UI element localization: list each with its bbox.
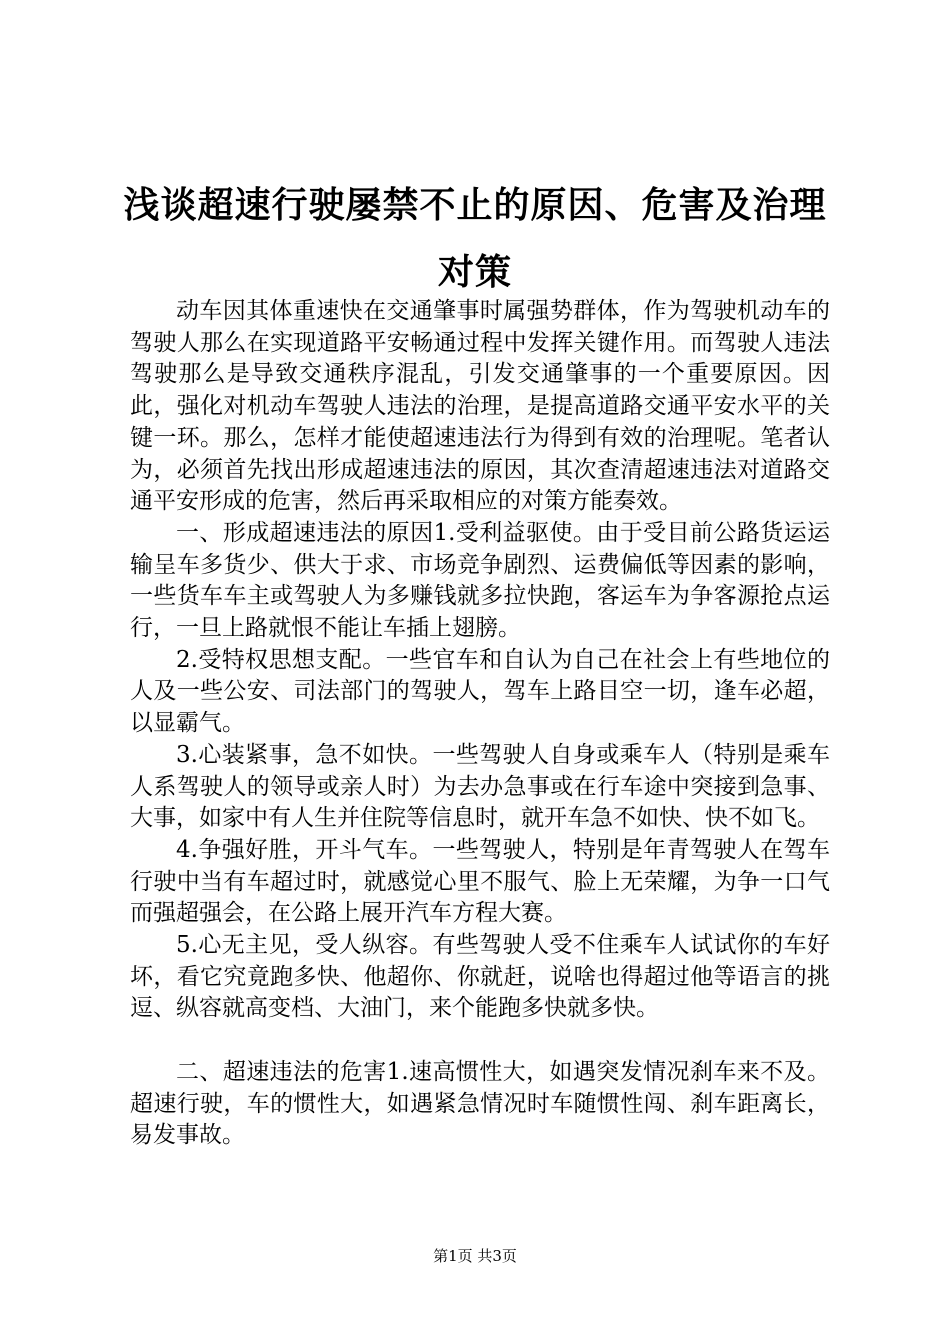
- paragraph-reason-5: 5.心无主见，受人纵容。有些驾驶人受不住乘车人试试你的车好坏，看它究竟跑多快、他超你、你就赶，说啥也得超过他等语言的挑逗、纵容就高变档、大油门，来个能跑多快就多快。: [130, 932, 830, 1022]
- document-body: [130, 296, 830, 1152]
- page-footer: 第1页 共3页: [433, 1247, 517, 1265]
- paragraph-section-2-harm-1: 二、超速违法的危害1.速高惯性大，如遇突发情况刹车来不及。超速行驶，车的惯性大，如遇紧急情况时车随惯性闯、刹车距离长，易发事故。: [130, 1058, 830, 1149]
- paragraph-spacer: [130, 1025, 830, 1057]
- paragraph-reason-2: 2.受特权思想支配。一些官车和自认为自己在社会上有些地位的人及一些公安、司法部门的驾驶人，驾车上路目空一切，逢车必超，以显霸气。: [130, 646, 830, 737]
- paragraph-section-1-reason-1: 一、形成超速违法的原因1.受利益驱使。由于受目前公路货运运输呈车多货少、供大于求、市场竞争剧烈、运费偏低等因素的影响，一些货车车主或驾驶人为多赚钱就多拉快跑，客运车为争客源抢点运行，一旦上路就恨不能让车插上翅膀。: [130, 519, 830, 642]
- paragraph-reason-3: 3.心装紧事，急不如快。一些驾驶人自身或乘车人（特别是乘车人系驾驶人的领导或亲人时）为去办急事或在行车途中突接到急事、大事，如家中有人生并住院等信息时，就开车急不如快、快不如飞。: [130, 741, 830, 832]
- paragraph-intro: 动车因其体重速快在交通肇事时属强势群体，作为驾驶机动车的驾驶人那么在实现道路平安畅通过程中发挥关键作用。而驾驶人违法驾驶那么是导致交通秩序混乱，引发交通肇事的一个重要原因。因此，强化对机动车驾驶人违法的治理，是提高道路交通平安水平的关键一环。那么，怎样才能使超速违法行为得到有效的治理呢。笔者认为，必须首先找出形成超速违法的原因，其次查清超速违法对道路交通平安形成的危害，然后再采取相应的对策方能奏效。: [130, 298, 830, 515]
- document-title: 浅谈超速行驶屡禁不止的原因、危害及治理对策: [123, 184, 827, 293]
- paragraph-reason-4: 4.争强好胜，开斗气车。一些驾驶人，特别是年青驾驶人在驾车行驶中当有车超过时，就感觉心里不服气、脸上无荣耀，为争一口气而强超强会，在公路上展开汽车方程大赛。: [130, 836, 830, 927]
